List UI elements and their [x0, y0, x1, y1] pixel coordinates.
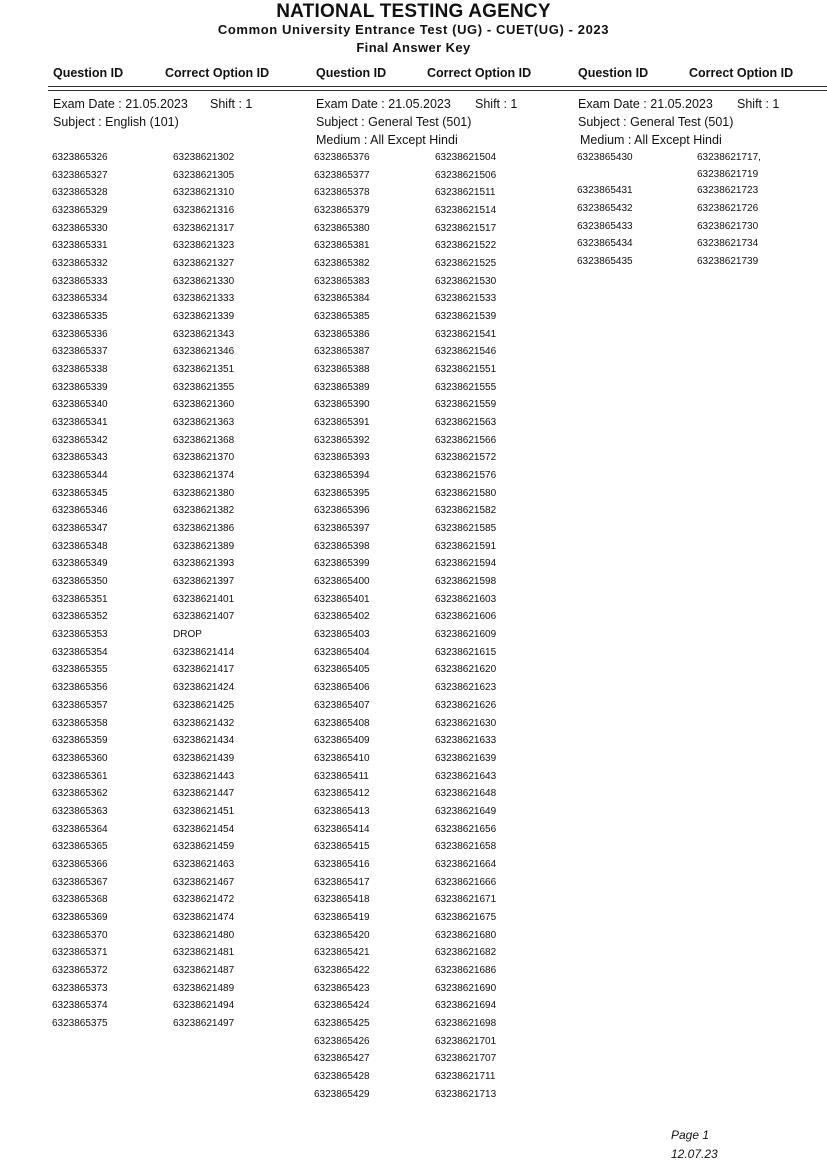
- correct-option-id: 63238621472: [173, 894, 235, 906]
- correct-option-id: 63238621639: [435, 752, 497, 764]
- correct-option-id: 63238621425: [173, 699, 235, 711]
- correct-option-id: 63238621339: [173, 311, 235, 323]
- question-id: 6323865337: [52, 346, 108, 358]
- question-id: 6323865386: [314, 328, 370, 340]
- question-id: 6323865415: [314, 841, 370, 853]
- correct-option-id: 63238621489: [173, 982, 235, 994]
- correct-option-id: 63238621664: [435, 858, 497, 870]
- question-id: 6323865373: [52, 982, 108, 994]
- correct-option-id: 63238621539: [435, 311, 497, 323]
- correct-option-id: 63238621355: [173, 381, 235, 393]
- correct-option-id: 63238621522: [435, 240, 497, 252]
- question-id: 6323865414: [314, 823, 370, 835]
- correct-option-id: 63238621401: [173, 593, 235, 605]
- question-id: 6323865362: [52, 788, 108, 800]
- question-id: 6323865391: [314, 417, 370, 429]
- question-id: 6323865435: [577, 256, 633, 268]
- question-id: 6323865367: [52, 876, 108, 888]
- question-id: 6323865378: [314, 187, 370, 199]
- question-id: 6323865359: [52, 735, 108, 747]
- correct-option-id: 63238621626: [435, 699, 497, 711]
- correct-option-id: 63238621414: [173, 646, 235, 658]
- question-id: 6323865340: [52, 399, 108, 411]
- question-id: 6323865366: [52, 858, 108, 870]
- question-id: 6323865335: [52, 311, 108, 323]
- correct-option-id: 63238621615: [435, 646, 497, 658]
- correct-option-id: 63238621530: [435, 275, 497, 287]
- shift-3: Shift : 1: [737, 97, 780, 111]
- question-id: 6323865410: [314, 752, 370, 764]
- correct-option-id: DROP: [173, 629, 202, 641]
- correct-option-id: 63238621397: [173, 576, 235, 588]
- subject-2: Subject : General Test (501): [316, 115, 472, 129]
- correct-option-id: 63238621707: [435, 1053, 497, 1065]
- question-id: 6323865406: [314, 682, 370, 694]
- question-id: 6323865388: [314, 364, 370, 376]
- correct-option-id: 63238621310: [173, 187, 235, 199]
- subject-3: Subject : General Test (501): [578, 115, 734, 129]
- correct-option-id: 63238621582: [435, 505, 497, 517]
- question-id: 6323865345: [52, 487, 108, 499]
- question-id: 6323865431: [577, 185, 633, 197]
- correct-option-header-3: Correct Option ID: [689, 66, 794, 80]
- question-id: 6323865405: [314, 664, 370, 676]
- correct-option-id: 63238621690: [435, 982, 497, 994]
- correct-option-id: 63238621563: [435, 417, 497, 429]
- question-id: 6323865377: [314, 169, 370, 181]
- correct-option-id: 63238621514: [435, 205, 497, 217]
- correct-option-id: 63238621734: [697, 238, 759, 250]
- correct-option-id: 63238621497: [173, 1017, 235, 1029]
- question-id: 6323865379: [314, 205, 370, 217]
- question-id: 6323865354: [52, 646, 108, 658]
- page-number: Page 1: [671, 1128, 710, 1142]
- correct-option-header-2: Correct Option ID: [427, 66, 532, 80]
- correct-option-id: 63238621393: [173, 558, 235, 570]
- correct-option-id: 63238621630: [435, 717, 497, 729]
- correct-option-id-additional: 63238621719: [697, 169, 759, 180]
- question-id: 6323865334: [52, 293, 108, 305]
- correct-option-id: 63238621481: [173, 947, 235, 959]
- correct-option-id: 63238621316: [173, 205, 235, 217]
- correct-option-id: 63238621305: [173, 169, 235, 181]
- correct-option-id: 63238621591: [435, 540, 497, 552]
- correct-option-id: 63238621723: [697, 185, 759, 197]
- question-id: 6323865343: [52, 452, 108, 464]
- question-id: 6323865372: [52, 964, 108, 976]
- question-id: 6323865376: [314, 152, 370, 163]
- correct-option-id: 63238621374: [173, 470, 235, 482]
- correct-option-id: 63238621517: [435, 222, 497, 234]
- question-id: 6323865407: [314, 699, 370, 711]
- question-id: 6323865399: [314, 558, 370, 570]
- correct-option-id: 63238621330: [173, 275, 235, 287]
- correct-option-id: 63238621511: [435, 187, 496, 199]
- correct-option-id: 63238621380: [173, 487, 235, 499]
- correct-option-id: 63238621717,: [697, 152, 761, 163]
- correct-option-id: 63238621580: [435, 487, 497, 499]
- correct-option-id: 63238621417: [173, 664, 235, 676]
- question-id: 6323865358: [52, 717, 108, 729]
- correct-option-id: 63238621302: [173, 152, 235, 163]
- question-id: 6323865329: [52, 205, 108, 217]
- question-id: 6323865347: [52, 523, 108, 535]
- question-id: 6323865397: [314, 523, 370, 535]
- question-id: 6323865375: [52, 1017, 108, 1029]
- correct-option-id: 63238621643: [435, 770, 497, 782]
- correct-option-id: 63238621656: [435, 823, 497, 835]
- exam-date-1: Exam Date : 21.05.2023: [53, 97, 188, 111]
- question-id: 6323865428: [314, 1070, 370, 1082]
- question-id: 6323865419: [314, 911, 370, 923]
- question-id: 6323865356: [52, 682, 108, 694]
- question-id: 6323865392: [314, 434, 370, 446]
- question-id: 6323865427: [314, 1053, 370, 1065]
- correct-option-id: 63238621648: [435, 788, 497, 800]
- correct-option-id: 63238621407: [173, 611, 235, 623]
- correct-option-id: 63238621451: [173, 805, 235, 817]
- correct-option-id: 63238621609: [435, 629, 497, 641]
- correct-option-id: 63238621424: [173, 682, 235, 694]
- correct-option-id: 63238621439: [173, 752, 235, 764]
- correct-option-id: 63238621368: [173, 434, 235, 446]
- correct-option-id: 63238621566: [435, 434, 497, 446]
- correct-option-id: 63238621467: [173, 876, 235, 888]
- correct-option-id: 63238621323: [173, 240, 235, 252]
- agency-title: NATIONAL TESTING AGENCY: [276, 1, 551, 22]
- correct-option-id: 63238621317: [173, 222, 235, 234]
- correct-option-id: 63238621487: [173, 964, 235, 976]
- question-id: 6323865417: [314, 876, 370, 888]
- correct-option-id: 63238621463: [173, 858, 235, 870]
- shift-1: Shift : 1: [210, 97, 253, 111]
- question-id: 6323865374: [52, 1000, 108, 1012]
- correct-option-id: 63238621504: [435, 152, 497, 163]
- correct-option-id: 63238621363: [173, 417, 235, 429]
- correct-option-id: 63238621480: [173, 929, 235, 941]
- correct-option-id: 63238621620: [435, 664, 497, 676]
- question-id: 6323865423: [314, 982, 370, 994]
- question-id: 6323865330: [52, 222, 108, 234]
- question-id: 6323865332: [52, 258, 108, 270]
- correct-option-id: 63238621572: [435, 452, 497, 464]
- question-id: 6323865364: [52, 823, 108, 835]
- question-id: 6323865387: [314, 346, 370, 358]
- correct-option-id: 63238621713: [435, 1088, 497, 1100]
- question-id: 6323865361: [52, 770, 108, 782]
- question-id: 6323865383: [314, 275, 370, 287]
- question-id: 6323865430: [577, 152, 633, 163]
- question-id: 6323865420: [314, 929, 370, 941]
- question-id: 6323865385: [314, 311, 370, 323]
- question-id: 6323865403: [314, 629, 370, 641]
- question-id: 6323865416: [314, 858, 370, 870]
- question-id: 6323865349: [52, 558, 108, 570]
- question-id: 6323865350: [52, 576, 108, 588]
- correct-option-id: 63238621698: [435, 1017, 497, 1029]
- question-id: 6323865333: [52, 275, 108, 287]
- correct-option-id: 63238621701: [435, 1035, 497, 1047]
- correct-option-id: 63238621576: [435, 470, 497, 482]
- footer-date: 12.07.23: [671, 1147, 718, 1161]
- exam-date-2: Exam Date : 21.05.2023: [316, 97, 451, 111]
- correct-option-id: 63238621694: [435, 1000, 497, 1012]
- question-id: 6323865348: [52, 540, 108, 552]
- question-id: 6323865404: [314, 646, 370, 658]
- correct-option-id: 63238621603: [435, 593, 497, 605]
- correct-option-id: 63238621546: [435, 346, 497, 358]
- question-id: 6323865371: [52, 947, 108, 959]
- question-id: 6323865426: [314, 1035, 370, 1047]
- correct-option-id: 63238621343: [173, 328, 235, 340]
- correct-option-id: 63238621585: [435, 523, 497, 535]
- medium-3: Medium : All Except Hindi: [580, 133, 722, 147]
- correct-option-id: 63238621633: [435, 735, 497, 747]
- question-id: 6323865341: [52, 417, 108, 429]
- medium-2: Medium : All Except Hindi: [316, 133, 458, 147]
- correct-option-id: 63238621533: [435, 293, 497, 305]
- correct-option-id: 63238621675: [435, 911, 497, 923]
- question-id: 6323865336: [52, 328, 108, 340]
- correct-option-id: 63238621346: [173, 346, 235, 358]
- question-id: 6323865425: [314, 1017, 370, 1029]
- question-id: 6323865424: [314, 1000, 370, 1012]
- correct-option-id: 63238621360: [173, 399, 235, 411]
- question-id: 6323865328: [52, 187, 108, 199]
- correct-option-id: 63238621730: [697, 220, 759, 232]
- question-id: 6323865342: [52, 434, 108, 446]
- question-id: 6323865353: [52, 629, 108, 641]
- shift-2: Shift : 1: [475, 97, 518, 111]
- question-id-header-2: Question ID: [316, 66, 387, 80]
- correct-option-id: 63238621432: [173, 717, 235, 729]
- question-id-header-1: Question ID: [53, 66, 124, 80]
- correct-option-id: 63238621351: [173, 364, 235, 376]
- question-id: 6323865351: [52, 593, 108, 605]
- question-id: 6323865360: [52, 752, 108, 764]
- question-id: 6323865381: [314, 240, 370, 252]
- question-id: 6323865400: [314, 576, 370, 588]
- header-rule-bottom: [48, 90, 827, 91]
- question-id: 6323865363: [52, 805, 108, 817]
- correct-option-id: 63238621598: [435, 576, 497, 588]
- correct-option-id: 63238621525: [435, 258, 497, 270]
- question-id: 6323865352: [52, 611, 108, 623]
- question-id: 6323865357: [52, 699, 108, 711]
- correct-option-id: 63238621726: [697, 203, 759, 215]
- correct-option-id: 63238621711: [435, 1070, 496, 1082]
- question-id: 6323865412: [314, 788, 370, 800]
- correct-option-id: 63238621506: [435, 169, 497, 181]
- question-id: 6323865369: [52, 911, 108, 923]
- question-id: 6323865339: [52, 381, 108, 393]
- correct-option-id: 63238621474: [173, 911, 235, 923]
- correct-option-id: 63238621454: [173, 823, 235, 835]
- question-id: 6323865433: [577, 220, 633, 232]
- correct-option-id: 63238621606: [435, 611, 497, 623]
- question-id: 6323865395: [314, 487, 370, 499]
- correct-option-id: 63238621555: [435, 381, 497, 393]
- question-id: 6323865327: [52, 169, 108, 181]
- correct-option-id: 63238621386: [173, 523, 235, 535]
- correct-option-id: 63238621658: [435, 841, 497, 853]
- correct-option-header-1: Correct Option ID: [165, 66, 270, 80]
- correct-option-id: 63238621559: [435, 399, 497, 411]
- question-id: 6323865408: [314, 717, 370, 729]
- correct-option-id: 63238621382: [173, 505, 235, 517]
- correct-option-id: 63238621623: [435, 682, 497, 694]
- question-id: 6323865382: [314, 258, 370, 270]
- question-id: 6323865338: [52, 364, 108, 376]
- question-id: 6323865384: [314, 293, 370, 305]
- question-id: 6323865370: [52, 929, 108, 941]
- correct-option-id: 63238621327: [173, 258, 235, 270]
- correct-option-id: 63238621389: [173, 540, 235, 552]
- question-id: 6323865402: [314, 611, 370, 623]
- question-id: 6323865401: [314, 593, 370, 605]
- question-id: 6323865394: [314, 470, 370, 482]
- question-id: 6323865422: [314, 964, 370, 976]
- correct-option-id: 63238621333: [173, 293, 235, 305]
- question-id: 6323865344: [52, 470, 108, 482]
- document-type: Final Answer Key: [356, 40, 471, 55]
- correct-option-id: 63238621370: [173, 452, 235, 464]
- question-id: 6323865409: [314, 735, 370, 747]
- question-id: 6323865429: [314, 1088, 370, 1100]
- correct-option-id: 63238621541: [435, 328, 497, 340]
- question-id-header-3: Question ID: [578, 66, 649, 80]
- question-id: 6323865346: [52, 505, 108, 517]
- correct-option-id: 63238621649: [435, 805, 497, 817]
- question-id: 6323865389: [314, 381, 370, 393]
- correct-option-id: 63238621551: [435, 364, 497, 376]
- correct-option-id: 63238621434: [173, 735, 235, 747]
- question-id: 6323865396: [314, 505, 370, 517]
- question-id: 6323865355: [52, 664, 108, 676]
- question-id: 6323865432: [577, 203, 633, 215]
- question-id: 6323865421: [314, 947, 370, 959]
- exam-date-3: Exam Date : 21.05.2023: [578, 97, 713, 111]
- subject-1: Subject : English (101): [53, 115, 179, 129]
- correct-option-id: 63238621459: [173, 841, 235, 853]
- question-id: 6323865434: [577, 238, 633, 250]
- question-id: 6323865380: [314, 222, 370, 234]
- correct-option-id: 63238621594: [435, 558, 497, 570]
- correct-option-id: 63238621447: [173, 788, 235, 800]
- question-id: 6323865393: [314, 452, 370, 464]
- correct-option-id: 63238621682: [435, 947, 497, 959]
- correct-option-id: 63238621680: [435, 929, 497, 941]
- question-id: 6323865418: [314, 894, 370, 906]
- correct-option-id: 63238621739: [697, 256, 759, 268]
- question-id: 6323865398: [314, 540, 370, 552]
- correct-option-id: 63238621666: [435, 876, 497, 888]
- question-id: 6323865411: [314, 770, 369, 782]
- question-id: 6323865368: [52, 894, 108, 906]
- question-id: 6323865390: [314, 399, 370, 411]
- question-id: 6323865326: [52, 152, 108, 163]
- correct-option-id: 63238621443: [173, 770, 235, 782]
- question-id: 6323865331: [52, 240, 108, 252]
- exam-subtitle: Common University Entrance Test (UG) - CUET(UG) - 2023: [217, 22, 610, 37]
- correct-option-id: 63238621494: [173, 1000, 235, 1012]
- question-id: 6323865413: [314, 805, 370, 817]
- correct-option-id: 63238621671: [435, 894, 497, 906]
- correct-option-id: 63238621686: [435, 964, 497, 976]
- question-id: 6323865365: [52, 841, 108, 853]
- header-rule-top: [48, 86, 827, 87]
